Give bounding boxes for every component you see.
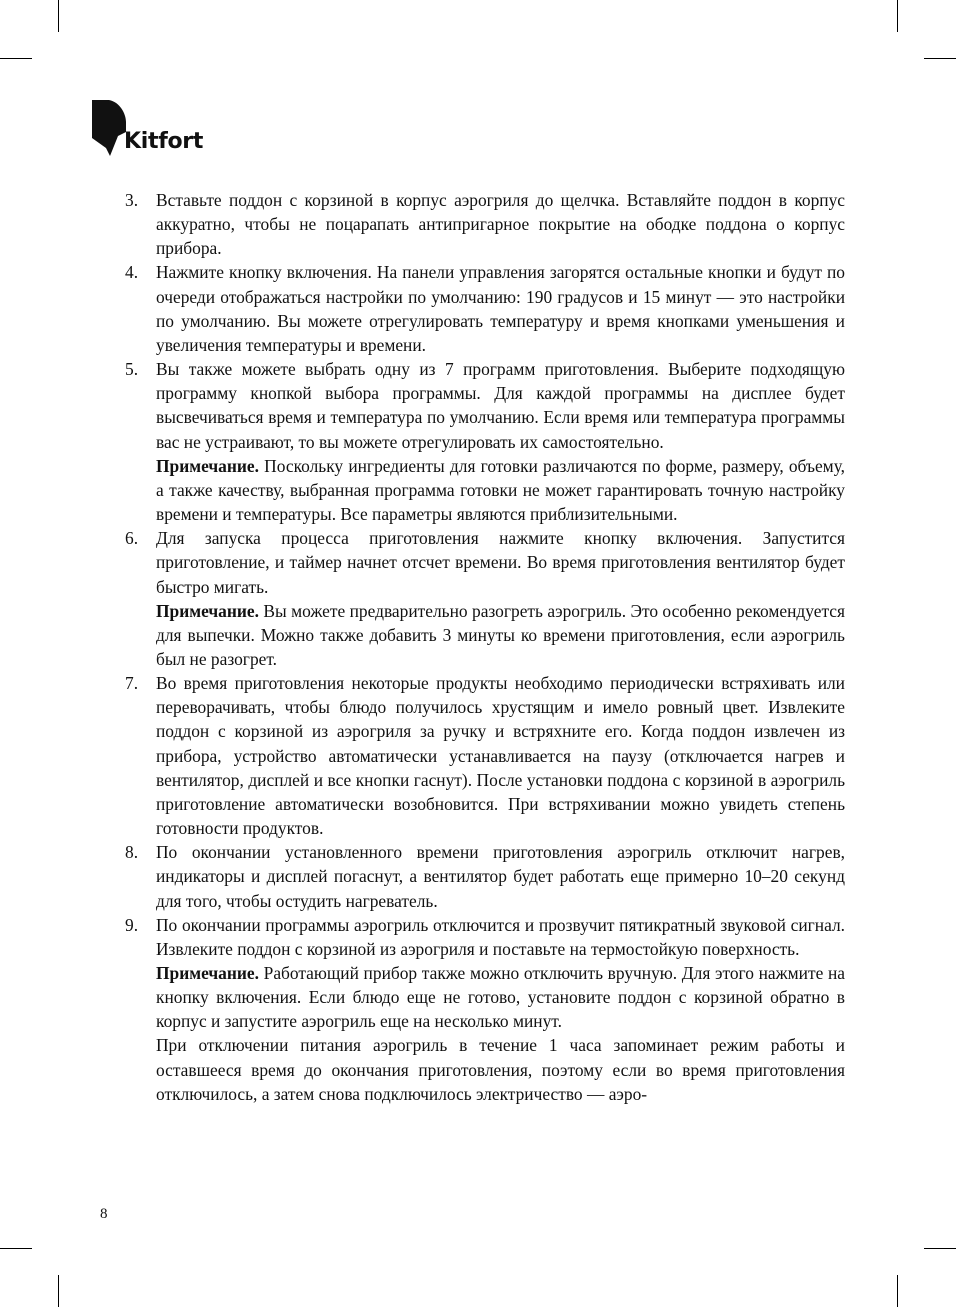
list-item-number: 9. (125, 914, 139, 935)
note-label: Примечание. (156, 600, 259, 621)
paragraph-text: По окончании установленного времени приготовления аэрогриль отключит нагрев, индикаторы и дисплей погаснут, а вентилятор будет работать еще примерно 10–20 секунд для того, чтобы остудить нагреватель. (156, 842, 845, 911)
page-number: 8 (100, 1206, 108, 1222)
paragraph-text: Вы можете предварительно разогреть аэрогриль. Это особенно рекомендуется для выпечки. Можно также добавить 3 минуты ко времени приготовления, если аэрогриль был не разогрет. (156, 600, 845, 669)
crop-mark (897, 0, 898, 32)
note-label: Примечание. (156, 455, 259, 476)
brand-name: Kitfort (124, 129, 204, 154)
paragraph (156, 840, 845, 912)
crop-mark (924, 1248, 956, 1249)
paragraph-text: Вставьте поддон с корзиной в корпус аэрогриля до щелчка. Вставляйте поддон в корпус аккуратно, чтобы не поцарапать антипригарное покрытие на ободке поддона о корпус прибора. (156, 190, 845, 259)
paragraph-text: При отключении питания аэрогриль в течение 1 часа запоминает режим работы и оставшееся время до окончания приготовления, поэтому если во время приготовления отключилось, а затем снова подключилось электричество — аэро- (156, 1035, 845, 1104)
paragraph (156, 188, 845, 260)
paragraph-text: Для запуска процесса приготовления нажмите кнопку включения. Запустится приготовление, и таймер начнет отсчет времени. Во время приготовления вентилятор будет быстро мигать. (156, 528, 845, 597)
brand-logo (92, 100, 222, 156)
note-paragraph (156, 454, 845, 526)
paragraph-text: Вы также можете выбрать одну из 7 программ приготовления. Выберите подходящую программу кнопкой выбора программы. Для каждой программы на дисплее будет высвечиваться время и температура по умолчанию. Если время или температура программы вас не устраивают, то вы можете отрегулировать их самостоятельно. (156, 359, 845, 452)
kitfort-logo-icon (92, 100, 128, 156)
list-item (125, 357, 845, 526)
list-item (125, 526, 845, 671)
paragraph (156, 671, 845, 840)
paragraph-text: Во время приготовления некоторые продукты необходимо периодически встряхивать или переворачивать, чтобы блюдо получилось хрустящим и имело ровный цвет. Извлеките поддон с корзиной из аэрогриля за ручку и встряхните его. Когда поддон извлечен из прибора, устройство автоматически устанавливается на паузу (отключается нагрев и вентилятор, дисплей и все кнопки гаснут). После установки поддона с корзиной в аэрогриль приготовление автоматически возобновится. При встряхивании можно увидеть степень готовности продуктов. (156, 673, 845, 839)
list-item (125, 671, 845, 840)
paragraph (156, 526, 845, 598)
list-item (125, 840, 845, 912)
list-item (125, 913, 845, 1106)
paragraph-text: Нажмите кнопку включения. На панели управления загорятся остальные кнопки и будут по очереди отображаться настройки по умолчанию: 190 градусов и 15 минут — это настройки по умолчанию. Вы можете отрегулировать температуру и время кнопками уменьшения и увеличения температуры и времени. (156, 262, 845, 355)
paragraph (156, 1033, 845, 1105)
list-item-number: 3. (125, 190, 139, 210)
crop-mark (0, 58, 32, 59)
paragraph-text: По окончании программы аэрогриль отключится и прозвучит пятикратный звуковой сигнал. Извлеките поддон с корзиной из аэрогриля и поставьте на термостойкую поверхность. (156, 914, 845, 959)
list-item-number: 4. (125, 262, 139, 283)
paragraph (156, 357, 845, 454)
list-item (125, 260, 845, 357)
list-item-number: 8. (125, 842, 139, 863)
crop-mark (924, 58, 956, 59)
crop-mark (897, 1275, 898, 1307)
list-item-number: 5. (125, 359, 139, 380)
note-paragraph (156, 961, 845, 1033)
paragraph (156, 260, 845, 357)
crop-mark (58, 1275, 59, 1307)
paragraph-text: Работающий прибор также можно отключить вручную. Для этого нажмите на кнопку включения. Если блюдо еще не готово, установите поддон с корзиной обратно в корпус и запустите аэрогриль еще на несколько минут. (156, 963, 845, 1032)
note-paragraph (156, 599, 845, 671)
list-item-number: 6. (125, 528, 139, 549)
list-item (125, 188, 845, 260)
crop-mark (58, 0, 59, 32)
paragraph-text: Поскольку ингредиенты для готовки различаются по форме, размеру, объему, а также качеству, выбранная программа готовки не может гарантировать точную настройку времени и температуры. Все параметры являются приблизительными. (156, 455, 845, 525)
note-label: Примечание. (156, 963, 259, 983)
list-item-number: 7. (125, 673, 139, 694)
instruction-list (125, 188, 845, 1106)
paragraph (156, 913, 845, 961)
crop-mark (0, 1248, 32, 1249)
